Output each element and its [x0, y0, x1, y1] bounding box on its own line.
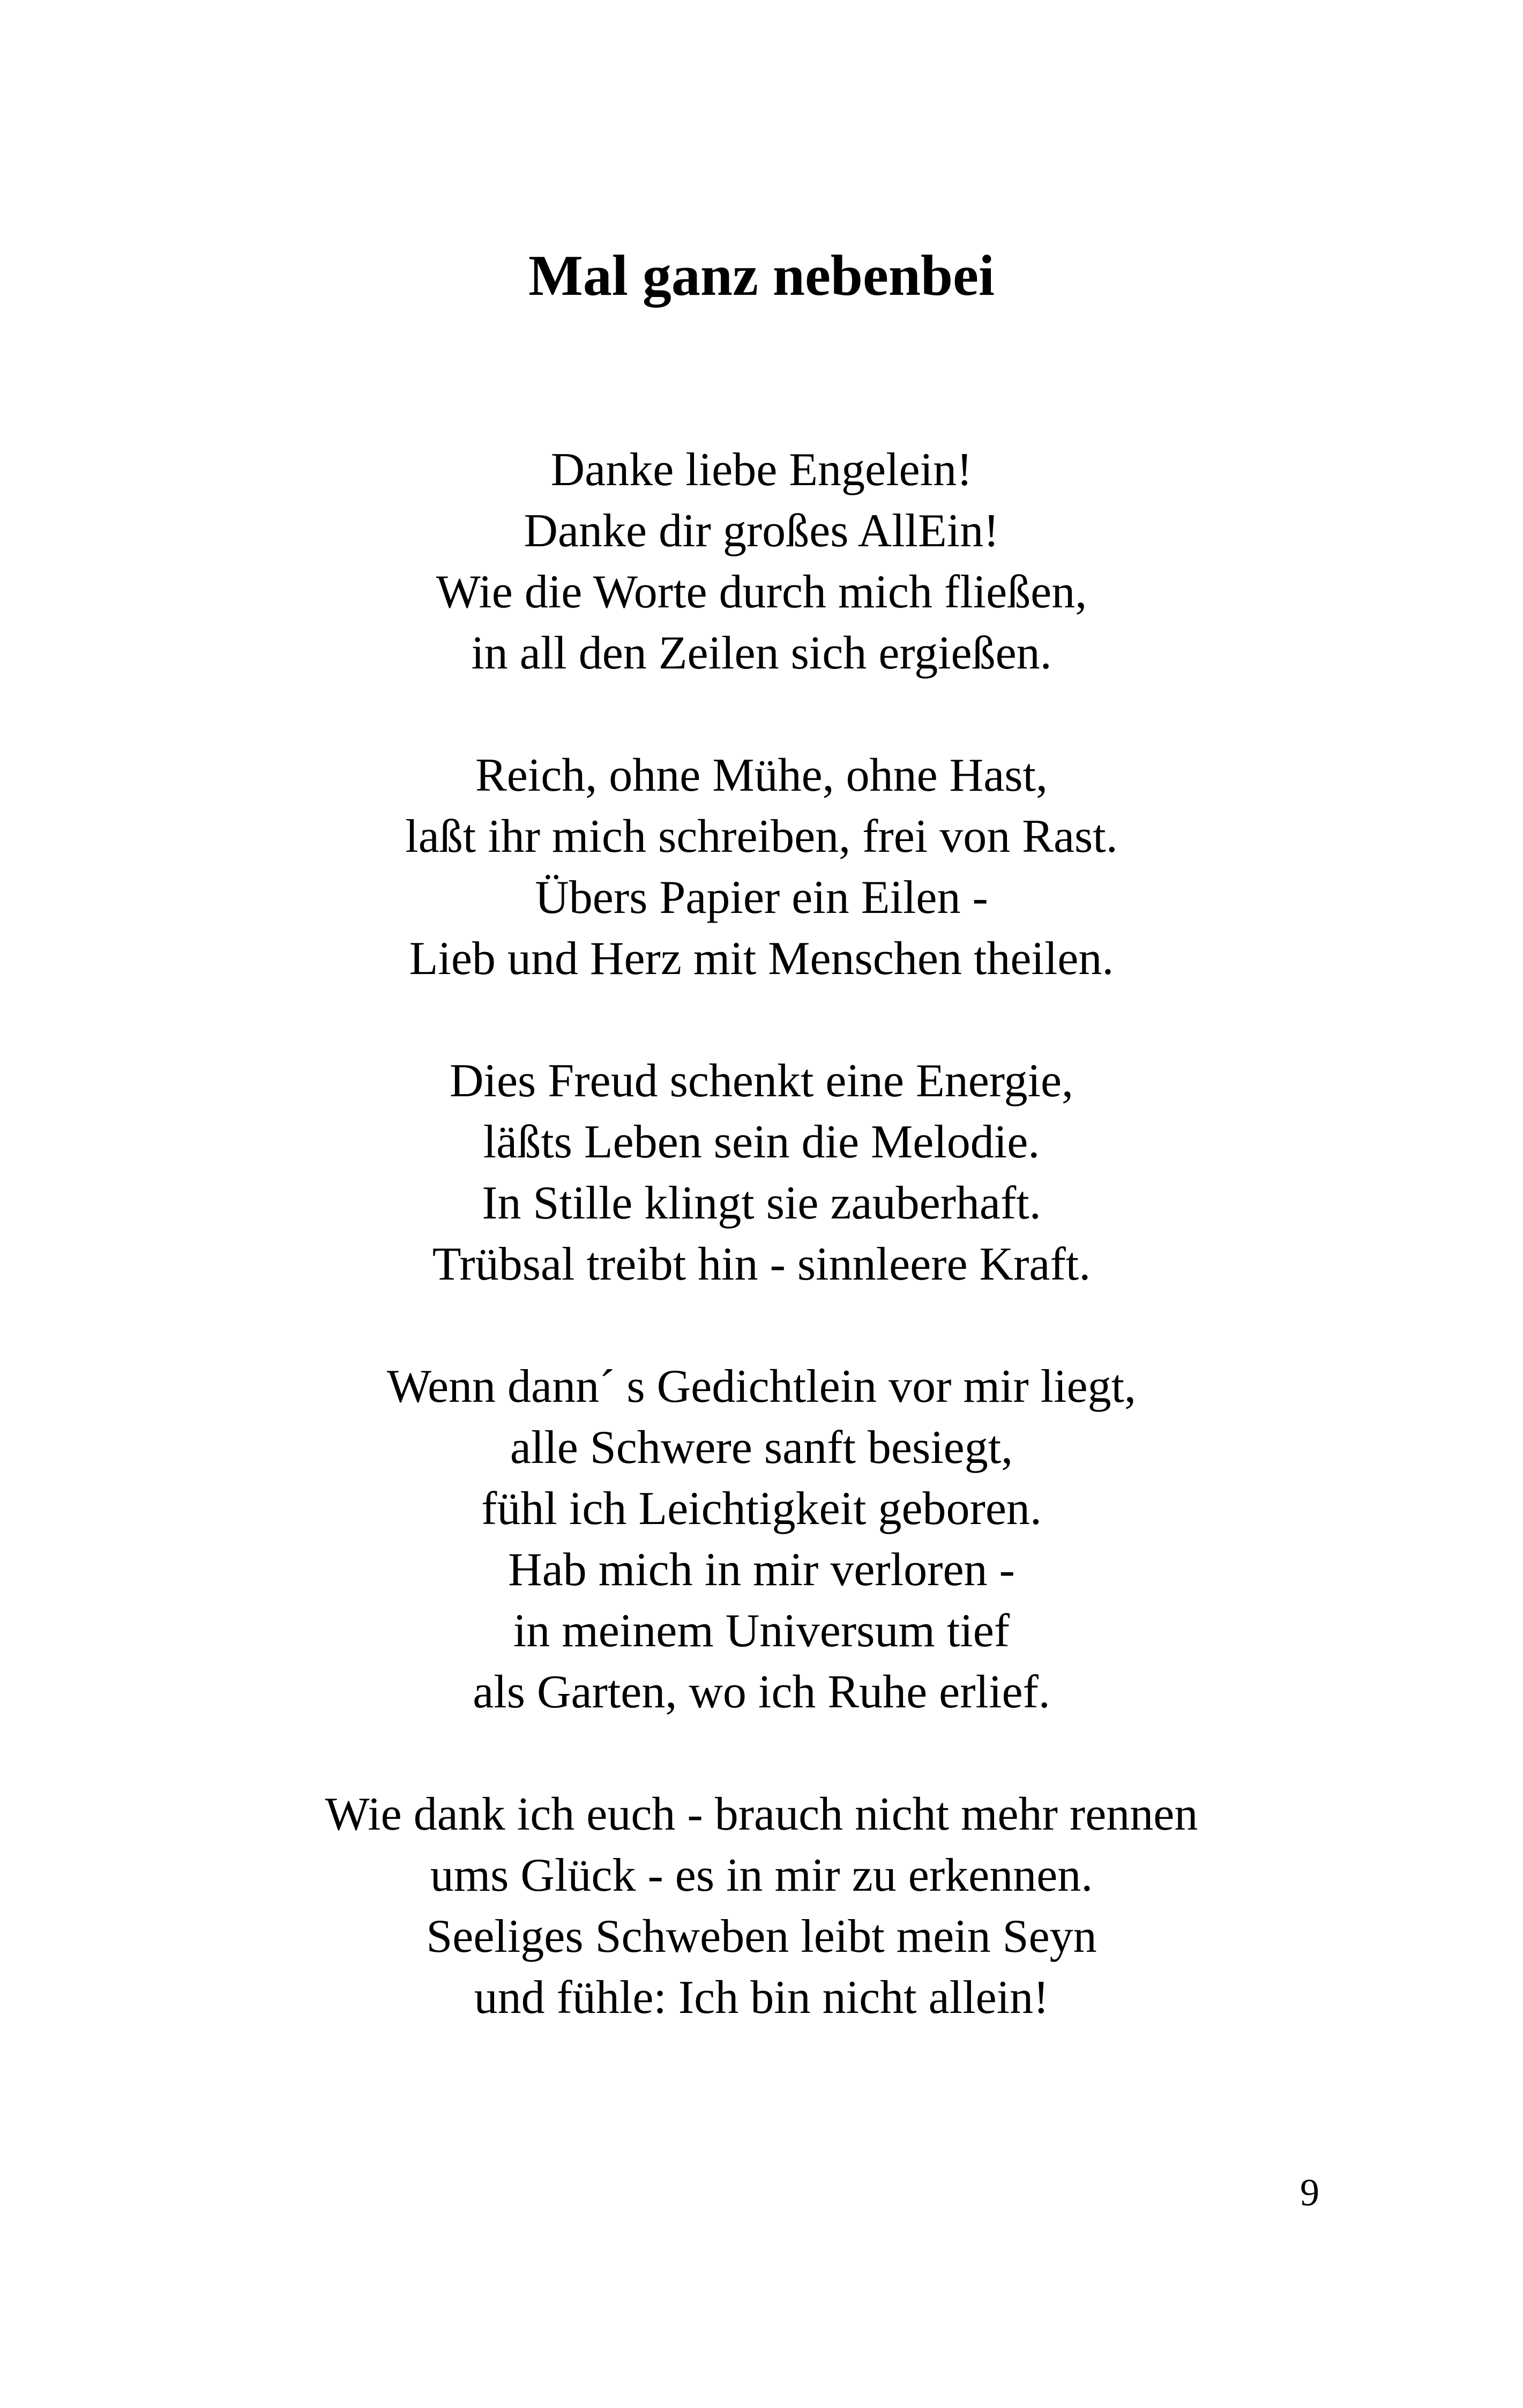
poem-line: Wie die Worte durch mich fließen,: [436, 566, 1087, 618]
poem-line: als Garten, wo ich Ruhe erlief.: [473, 1666, 1050, 1718]
poem-line: Wenn dann´ s Gedichtlein vor mir liegt,: [386, 1361, 1137, 1413]
poem-line: Hab mich in mir verloren -: [508, 1544, 1015, 1596]
poem-line: In Stille klingt sie zauberhaft.: [482, 1177, 1041, 1229]
poem-line: und fühle: Ich bin nicht allein!: [474, 1972, 1049, 2024]
poem-line: Lieb und Herz mit Menschen theilen.: [409, 933, 1114, 985]
poem-line: Trübsal treibt hin - sinnleere Kraft.: [432, 1238, 1091, 1290]
poem-line: Danke dir großes AllEin!: [524, 505, 999, 557]
poem-line: läßts Leben sein die Melodie.: [483, 1116, 1040, 1168]
stanza-3: [0, 1051, 1523, 1295]
stanza-2: [0, 745, 1523, 990]
poem-line: Reich, ohne Mühe, ohne Hast,: [475, 749, 1048, 801]
stanza-4: [0, 1356, 1523, 1723]
poem-line: in all den Zeilen sich ergießen.: [471, 627, 1052, 679]
stanza-1: [0, 440, 1523, 684]
poem-line: Wie dank ich euch - brauch nicht mehr rennen: [325, 1788, 1198, 1840]
poem-line: alle Schwere sanft besiegt,: [510, 1422, 1013, 1474]
poem-line: in meinem Universum tief: [513, 1605, 1010, 1657]
stanza-5: [0, 1784, 1523, 2028]
poem-line: Seeliges Schweben leibt mein Seyn: [426, 1911, 1097, 1963]
poem-line: laßt ihr mich schreiben, frei von Rast.: [405, 811, 1118, 863]
poem-title: Mal ganz nebenbei: [528, 244, 995, 308]
page-number: 9: [1300, 2171, 1319, 2214]
poem-body: [0, 440, 1523, 2090]
poem-line: Danke liebe Engelein!: [550, 444, 973, 496]
poem-line: Übers Papier ein Eilen -: [535, 872, 988, 924]
poem-line: ums Glück - es in mir zu erkennen.: [430, 1849, 1093, 1901]
poem-line: fühl ich Leichtigkeit geboren.: [481, 1483, 1042, 1535]
poem-line: Dies Freud schenkt eine Energie,: [449, 1055, 1074, 1107]
